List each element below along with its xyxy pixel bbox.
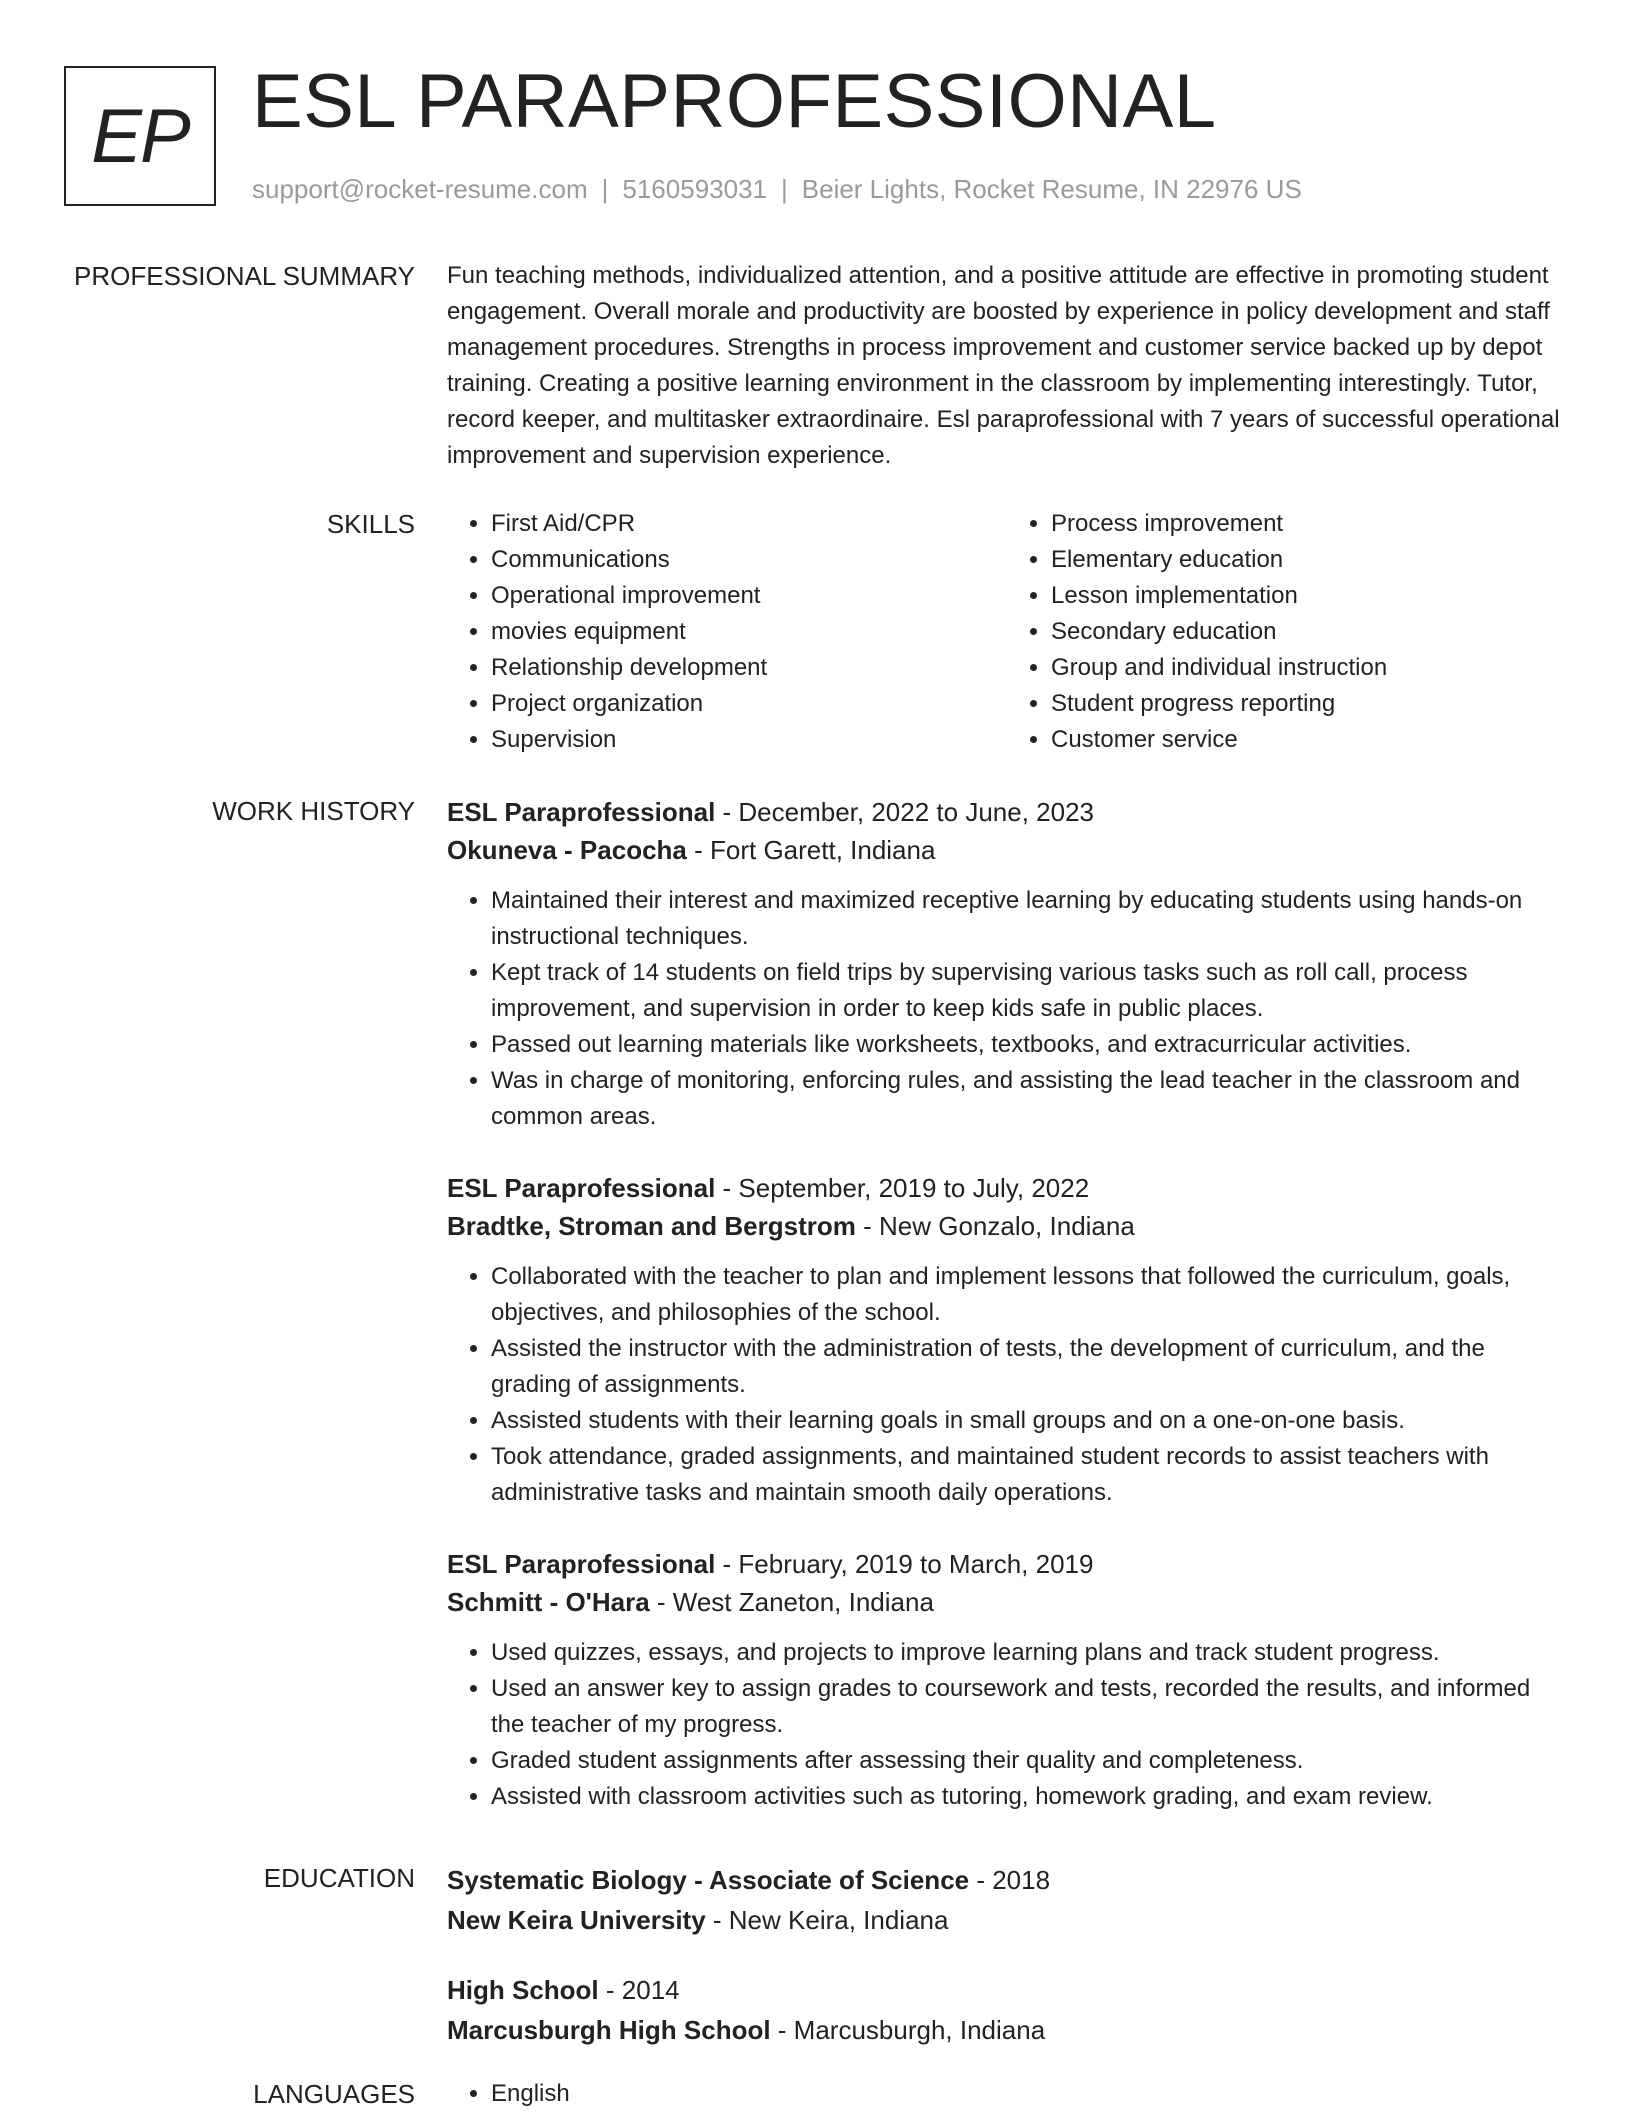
job-bullets <box>447 1259 1567 1511</box>
job-bullets <box>447 1635 1567 1815</box>
job-bullet: • Collaborated with the teacher to plan and implement lessons that followed the curriculum, goals, objectives, and philosophies of the school. <box>491 1259 1567 1331</box>
edu-year: - 2014 <box>598 1975 680 2005</box>
job-dates: - December, 2022 to June, 2023 <box>715 797 1094 827</box>
edu-location: - Marcusburgh, Indiana <box>770 2015 1046 2045</box>
skill-item: • First Aid/CPR <box>491 506 1007 542</box>
skill-item: • Project organization <box>491 686 1007 722</box>
job-dates: - September, 2019 to July, 2022 <box>715 1173 1090 1203</box>
section-label-summary: PROFESSIONAL SUMMARY <box>74 261 415 291</box>
summary-text: Fun teaching methods, individualized attention, and a positive attitude are effective in promoting student engagement. Overall morale and productivity are boosted by experience in policy development and staff management procedures. Strengths in process improvement and customer service backed up by depot training. Creating a positive learning environment in the classroom by implementing interestingly. Tutor, record keeper, and multitasker extraordinaire. Esl paraprofessional with 7 years of successful operational improvement and supervision experience. <box>447 262 1560 469</box>
edu-school: Marcusburgh High School <box>447 2015 771 2045</box>
skill-item: • Relationship development <box>491 650 1007 686</box>
skill-item: • Secondary education <box>1051 614 1567 650</box>
skill-item: • Supervision <box>491 722 1007 758</box>
job-bullets <box>447 883 1567 1135</box>
edu-degree: Systematic Biology - Associate of Science <box>447 1865 970 1895</box>
contact-phone[interactable]: 5160593031 <box>622 174 767 204</box>
edu-school: New Keira University <box>447 1905 706 1935</box>
skills-list-left <box>447 506 1007 758</box>
section-label-skills: SKILLS <box>326 509 415 539</box>
skill-item: • Student progress reporting <box>1051 686 1567 722</box>
monogram-badge <box>64 66 216 206</box>
education-entry <box>447 1970 1567 2050</box>
skill-item: • Customer service <box>1051 722 1567 758</box>
languages-list <box>447 2076 1567 2112</box>
job-title: ESL Paraprofessional <box>447 1173 716 1203</box>
job-bullet: • Passed out learning materials like worksheets, textbooks, and extracurricular activities. <box>491 1027 1567 1063</box>
job-entry <box>447 1169 1567 1511</box>
contact-email[interactable]: support@rocket-resume.com <box>252 174 588 204</box>
job-bullet: • Graded student assignments after assessing their quality and completeness. <box>491 1743 1567 1779</box>
skill-item: • Operational improvement <box>491 578 1007 614</box>
skill-item: • Communications <box>491 542 1007 578</box>
job-bullet: • Used quizzes, essays, and projects to improve learning plans and track student progress. <box>491 1635 1567 1671</box>
job-title: ESL Paraprofessional <box>447 1549 716 1579</box>
contact-line <box>252 174 1302 205</box>
language-item: • English <box>491 2076 1567 2112</box>
skill-item: • Elementary education <box>1051 542 1567 578</box>
contact-address: Beier Lights, Rocket Resume, IN 22976 US <box>801 174 1302 204</box>
section-label-work: WORK HISTORY <box>212 796 415 826</box>
job-bullet: • Assisted the instructor with the administration of tests, the development of curriculum, and the grading of assignments. <box>491 1331 1567 1403</box>
section-label-education: EDUCATION <box>263 1863 415 1893</box>
job-title: ESL Paraprofessional <box>447 797 716 827</box>
job-location: - New Gonzalo, Indiana <box>855 1211 1135 1241</box>
job-company: Okuneva - Pacocha <box>447 835 687 865</box>
skill-item: • Lesson implementation <box>1051 578 1567 614</box>
job-location: - Fort Garett, Indiana <box>686 835 936 865</box>
edu-year: - 2018 <box>969 1865 1051 1895</box>
resume-name: ESL PARAPROFESSIONAL <box>252 59 1217 144</box>
job-bullet: • Took attendance, graded assignments, and maintained student records to assist teachers with administrative tasks and maintain smooth daily operations. <box>491 1439 1567 1511</box>
skill-item: • Group and individual instruction <box>1051 650 1567 686</box>
skills-list-right <box>1007 506 1567 758</box>
job-entry <box>447 793 1567 1135</box>
job-company: Schmitt - O'Hara <box>447 1587 650 1617</box>
job-bullet: • Assisted with classroom activities such as tutoring, homework grading, and exam review. <box>491 1779 1567 1815</box>
skill-item: • movies equipment <box>491 614 1007 650</box>
initials: EP <box>91 93 189 179</box>
job-dates: - February, 2019 to March, 2019 <box>715 1549 1094 1579</box>
job-bullet: • Used an answer key to assign grades to coursework and tests, recorded the results, and informed the teacher of my progress. <box>491 1671 1567 1743</box>
section-label-languages: LANGUAGES <box>253 2079 415 2109</box>
job-location: - West Zaneton, Indiana <box>649 1587 934 1617</box>
job-bullet: • Assisted students with their learning goals in small groups and on a one-on-one basis. <box>491 1403 1567 1439</box>
job-company: Bradtke, Stroman and Bergstrom <box>447 1211 856 1241</box>
job-bullet: • Maintained their interest and maximized receptive learning by educating students using hands-on instructional techniques. <box>491 883 1567 955</box>
edu-location: - New Keira, Indiana <box>705 1905 949 1935</box>
job-bullet: • Kept track of 14 students on field trips by supervising various tasks such as roll call, process improvement, and supervision in order to keep kids safe in public places. <box>491 955 1567 1027</box>
contact-separator: | <box>601 174 609 204</box>
job-entry <box>447 1545 1567 1815</box>
contact-separator: | <box>781 174 788 204</box>
edu-degree: High School <box>447 1975 599 2005</box>
education-entry <box>447 1860 1567 1940</box>
job-bullet: • Was in charge of monitoring, enforcing rules, and assisting the lead teacher in the classroom and common areas. <box>491 1063 1567 1135</box>
skill-item: • Process improvement <box>1051 506 1567 542</box>
